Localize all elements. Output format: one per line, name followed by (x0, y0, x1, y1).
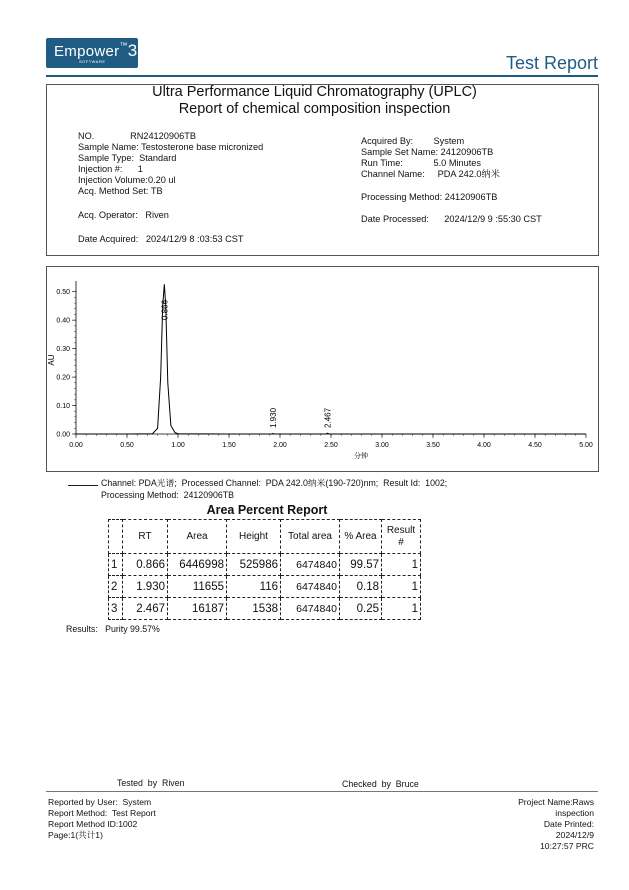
table-cell: 2.467 (123, 598, 168, 620)
header-rule (46, 75, 598, 77)
table-cell: 525986 (227, 554, 281, 576)
report-method: Report Method: Test Report (48, 808, 156, 818)
table-header-cell (109, 520, 123, 554)
table-header-row (109, 520, 421, 554)
x-tick-label: 3.00 (375, 442, 389, 449)
table-cell: 0.866 (123, 554, 168, 576)
table-header-cell: Area (168, 520, 227, 554)
y-tick-label: 0.30 (56, 346, 70, 354)
x-tick-label: 3.50 (426, 442, 440, 449)
chromatogram-chart (46, 266, 599, 472)
sample-name: Sample Name: Testosterone base micronized (78, 142, 264, 152)
peak-label: 2.467 (323, 407, 333, 428)
sample-set-name: Sample Set Name: 24120906TB (361, 147, 494, 157)
table-header-cell: Result # (382, 520, 421, 554)
table-cell: 0.18 (340, 576, 382, 598)
area-percent-table (108, 519, 421, 620)
run-time: Run Time: 5.0 Minutes (361, 158, 481, 168)
table-cell: 6474840 (281, 554, 340, 576)
report-title-line2: Report of chemical composition inspection (178, 101, 451, 117)
table-cell: 2 (109, 576, 123, 598)
y-axis-label: AU (47, 354, 56, 366)
project-name: Project Name:Raws (518, 797, 594, 807)
table-row (109, 576, 421, 598)
table-cell: 6474840 (281, 598, 340, 620)
table-cell: 11655 (168, 576, 227, 598)
logo-subtext: SOFTWARE (79, 59, 106, 64)
acquired-by: Acquired By: System (361, 136, 465, 146)
table-cell: 1.930 (123, 576, 168, 598)
table-cell: 1 (382, 598, 421, 620)
table-header-cell: % Area (340, 520, 382, 554)
channel-line: Channel: PDA光谱; Processed Channel: PDA 242.0纳米(190-720)nm; Result Id: 1002; (101, 478, 448, 488)
date-printed-time: 10:27:57 PRC (540, 841, 594, 851)
logo-text: Empower (54, 43, 120, 60)
x-tick-label: 4.50 (528, 442, 542, 449)
empower-logo: Empower™3 SOFTWARE (46, 38, 138, 68)
project-name-cont: inspection (555, 808, 594, 818)
report-title-line1: Ultra Performance Liquid Chromatography (UPLC) (152, 84, 477, 100)
results-line: Results: Purity 99.57% (66, 624, 160, 634)
table-row (109, 598, 421, 620)
peak-label: 0.866 (160, 299, 170, 320)
channel-name: Channel Name: PDA 242.0纳米 (361, 169, 500, 179)
table-cell: 0.25 (340, 598, 382, 620)
date-printed-label: Date Printed: (543, 819, 594, 829)
y-tick-label: 0.40 (56, 317, 70, 325)
reported-by: Reported by User: System (48, 797, 152, 807)
table-cell: 116 (227, 576, 281, 598)
table-cell: 1 (382, 554, 421, 576)
x-tick-label: 0.00 (69, 442, 83, 449)
x-tick-label: 2.00 (273, 442, 287, 449)
footer-rule (46, 791, 598, 792)
acq-method-set: Acq. Method Set: TB (78, 186, 163, 196)
y-tick-label: 0.20 (56, 374, 70, 382)
x-tick-label: 1.00 (171, 442, 185, 449)
logo-version: 3 (127, 41, 138, 60)
tested-by: Tested by Riven (117, 778, 185, 788)
table-header-cell: RT (123, 520, 168, 554)
table-cell: 16187 (168, 598, 227, 620)
processing-method-line: Processing Method: 24120906TB (101, 490, 235, 500)
table-cell: 99.57 (340, 554, 382, 576)
y-tick-label: 0.10 (56, 403, 70, 411)
table-cell: 1 (109, 554, 123, 576)
table-cell: 6446998 (168, 554, 227, 576)
sample-no: NO. RN24120906TB (78, 131, 196, 141)
checked-by: Checked by Bruce (342, 779, 419, 789)
processing-method: Processing Method: 24120906TB (361, 192, 498, 202)
x-tick-label: 2.50 (324, 442, 338, 449)
y-tick-label: 0.50 (56, 289, 70, 297)
table-cell: 3 (109, 598, 123, 620)
peak-label: 1.930 (268, 407, 278, 428)
table-cell: 6474840 (281, 576, 340, 598)
injection-number: Injection #: 1 (78, 164, 143, 174)
x-axis-label: 分钟 (354, 453, 368, 460)
x-tick-label: 1.50 (222, 442, 236, 449)
x-tick-label: 5.00 (579, 442, 593, 449)
area-report-title: Area Percent Report (206, 503, 328, 517)
x-tick-label: 0.50 (120, 442, 134, 449)
acq-operator: Acq. Operator: Riven (78, 210, 169, 220)
page-number: Page:1(共计1) (48, 830, 103, 840)
table-cell: 1538 (227, 598, 281, 620)
injection-volume: Injection Volume:0.20 ul (78, 175, 176, 185)
table-cell: 1 (382, 576, 421, 598)
date-printed-date: 2024/12/9 (555, 830, 594, 840)
x-tick-label: 4.00 (477, 442, 491, 449)
date-processed: Date Processed: 2024/12/9 9 :55:30 CST (361, 214, 542, 224)
table-header-cell: Total area (281, 520, 340, 554)
report-title: Test Report (505, 53, 598, 73)
y-tick-label: 0.00 (56, 431, 70, 439)
channel-underline (68, 485, 98, 486)
table-row (109, 554, 421, 576)
date-acquired: Date Acquired: 2024/12/9 8 :03:53 CST (78, 234, 244, 244)
sample-type: Sample Type: Standard (78, 153, 177, 163)
report-method-id: Report Method ID:1002 (48, 819, 138, 829)
table-header-cell: Height (227, 520, 281, 554)
